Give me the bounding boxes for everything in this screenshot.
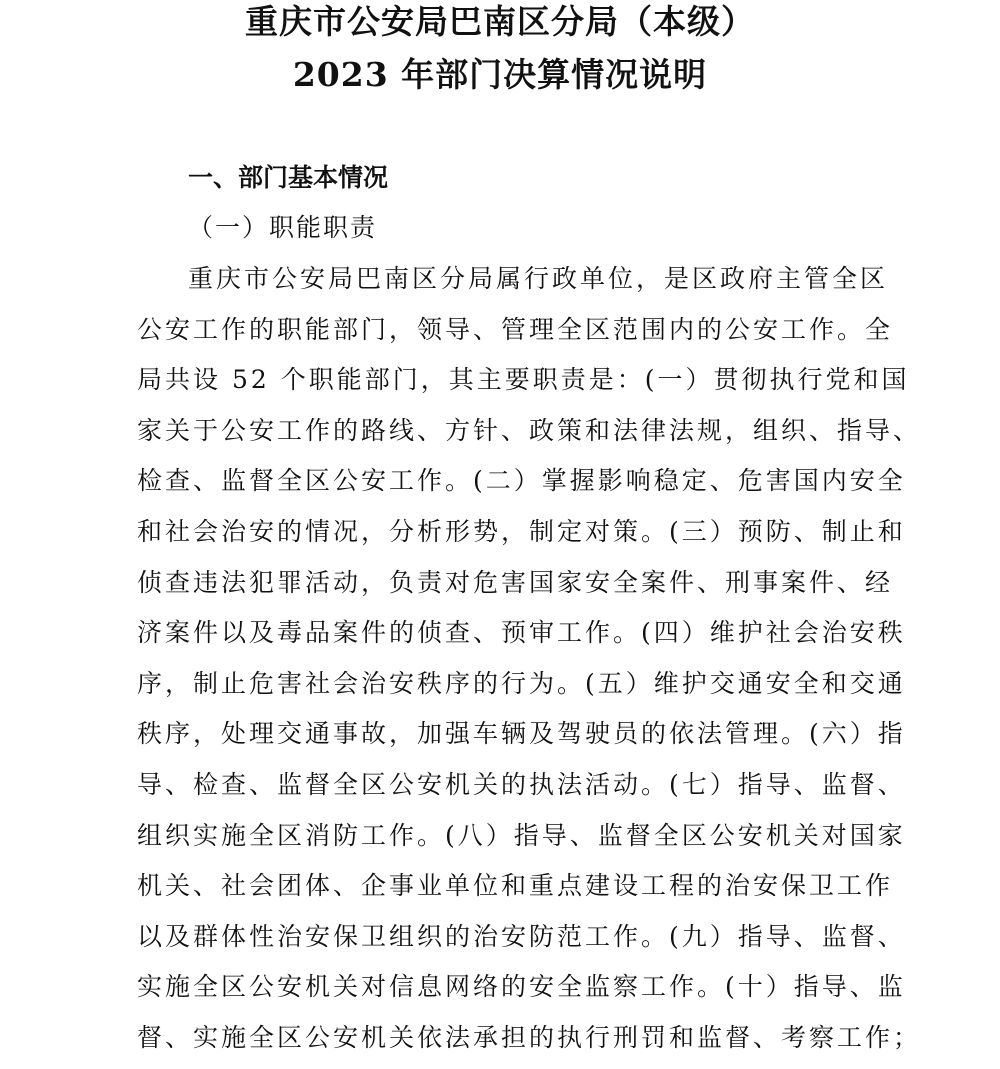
section-heading: 一、部门基本情况	[188, 163, 389, 192]
paragraph-line: 导、检查、监督全区公安机关的执法活动。(七）指导、监督、	[137, 769, 906, 799]
paragraph-line: 序，制止危害社会治安秩序的行为。(五）维护交通安全和交通	[137, 668, 906, 698]
body-paragraph	[137, 259, 922, 1069]
paragraph-line: 家关于公安工作的路线、方针、政策和法律法规，组织、指导、	[137, 415, 922, 445]
paragraph-line: 以及群体性治安保卫组织的治安防范工作。(九）指导、监督、	[137, 921, 906, 951]
paragraph-line: 组织实施全区消防工作。(八）指导、监督全区公安机关对国家	[137, 820, 906, 850]
paragraph-line: 重庆市公安局巴南区分局属行政单位，是区政府主管全区	[188, 264, 889, 293]
paragraph-line: 局共设 52 个职能部门，其主要职责是：(一）贯彻执行党和国	[137, 365, 910, 395]
paragraph-line: 机关、社会团体、企事业单位和重点建设工程的治安保卫工作	[137, 871, 894, 901]
paragraph-line: 和社会治安的情况，分析形势，制定对策。(三）预防、制止和	[137, 516, 906, 546]
document-title-line-2: 2023 年部门决算情况说明	[292, 55, 708, 94]
subsection-heading: （一）职能职责	[188, 213, 378, 242]
paragraph-line: 侦查违法犯罪活动，负责对危害国家安全案件、刑事案件、经	[137, 567, 894, 597]
paragraph-line: 检查、监督全区公安工作。(二）掌握影响稳定、危害国内安全	[137, 466, 906, 496]
document-title-line-1: 重庆市公安局巴南区分局（本级）	[245, 2, 755, 41]
paragraph-line: 公安工作的职能部门，领导、管理全区范围内的公安工作。全	[137, 314, 894, 344]
paragraph-line: 济案件以及毒品案件的侦查、预审工作。(四）维护社会治安秩	[137, 618, 906, 648]
paragraph-line: 实施全区公安机关对信息网络的安全监察工作。(十）指导、监	[137, 972, 906, 1002]
paragraph-line: 秩序，处理交通事故，加强车辆及驾驶员的依法管理。(六）指	[137, 719, 906, 749]
paragraph-line: 督、实施全区公安机关依法承担的执行刑罚和监督、考察工作；	[137, 1022, 922, 1052]
